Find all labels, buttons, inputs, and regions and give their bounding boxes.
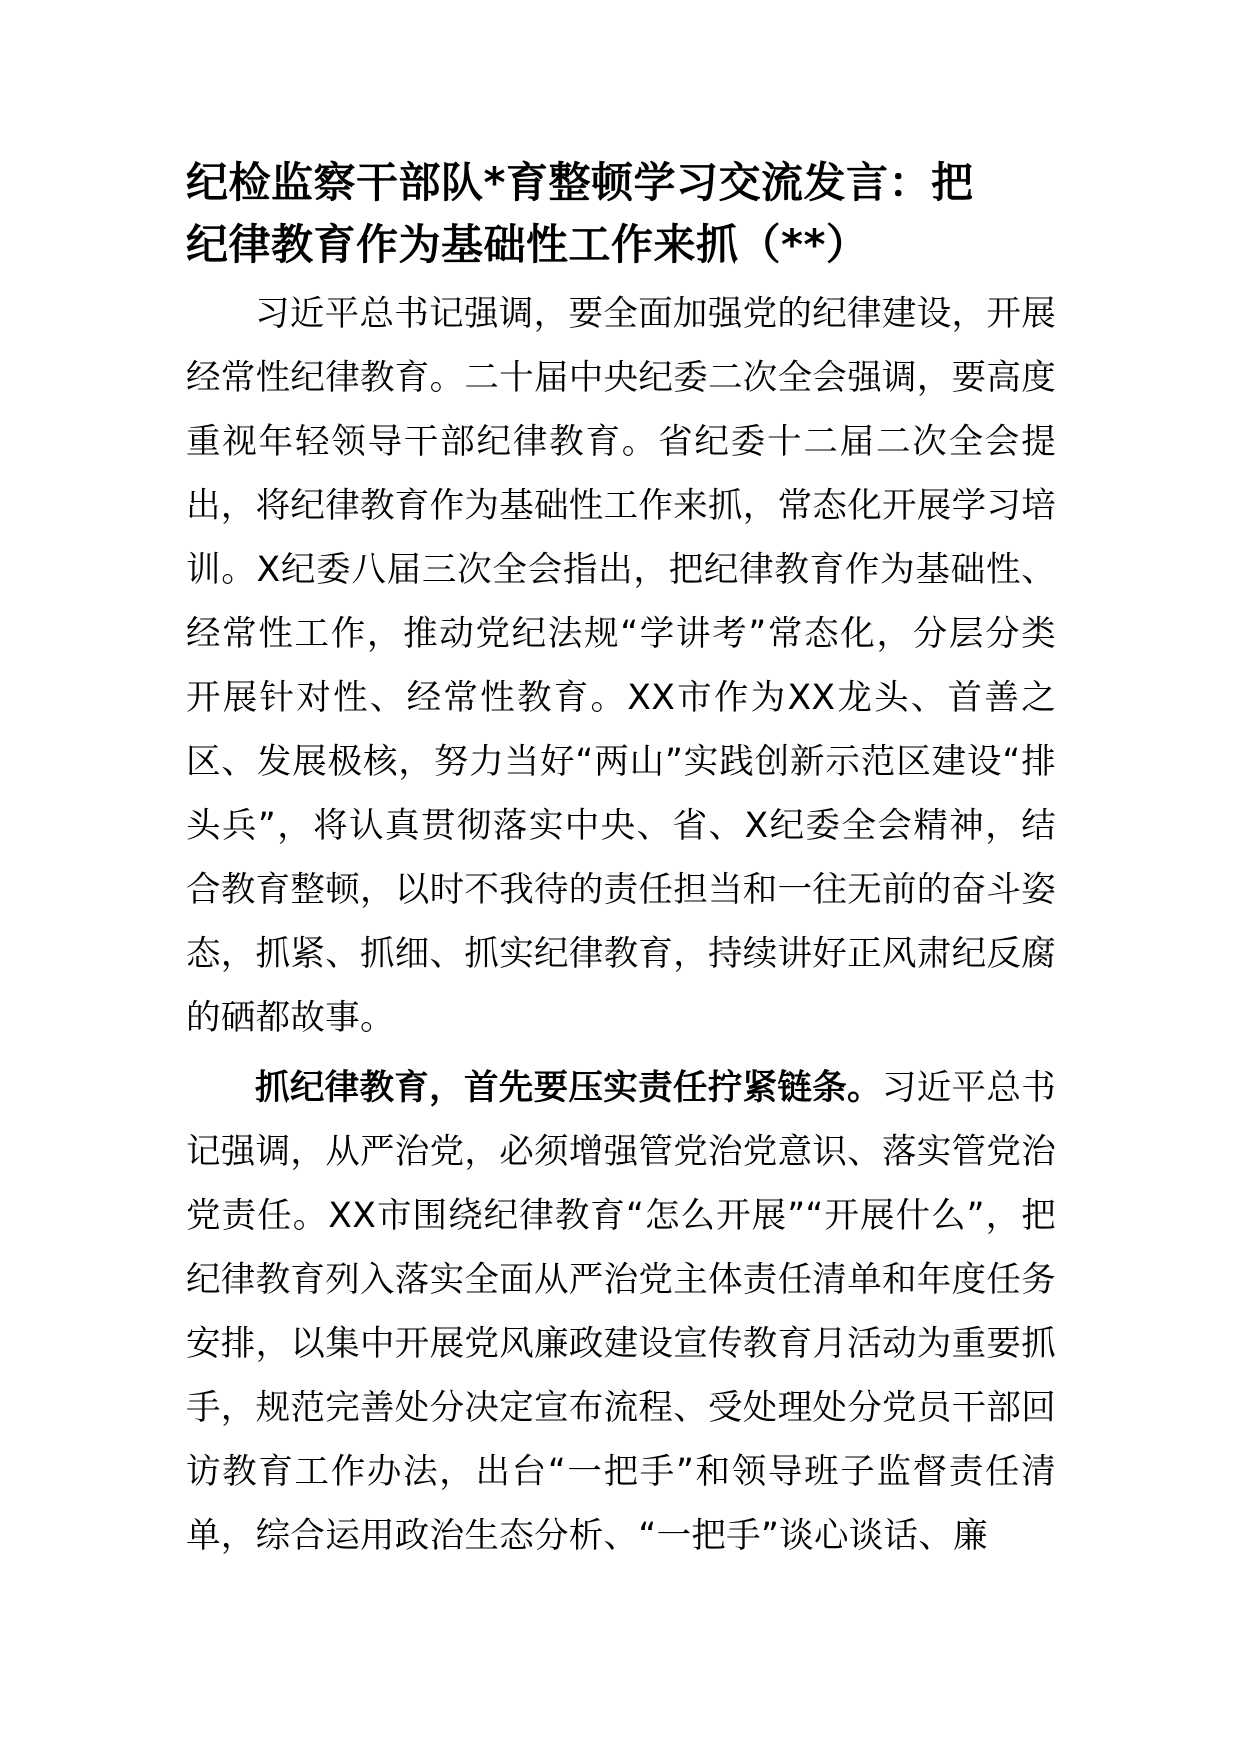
paragraph-lead-sentence: 抓纪律教育，首先要压实责任拧紧链条。 [255,1068,882,1108]
paragraph-responsibility [186,1056,1056,1568]
document-page [186,152,1056,1568]
title-line-1: 纪检监察干部队*育整顿学习交流发言：把 [186,158,974,207]
paragraph-intro [186,282,1056,1050]
paragraph-responsibility-text: 习近平总书记强调，从严治党，必须增强管党治党意识、落实管党治党责任。XX市围绕纪律教育“怎么开展”“开展什么”，把纪律教育列入落实全面从严治党主体责任清单和年度任务安排，以集中开展党风廉政建设宣传教育月活动为重要抓手，规范完善处分决定宣布流程、受处理处分党员干部回访教育工作办法，出台“一把手”和领导班子监督责任清单，综合运用政治生态分析、“一把手”谈心谈话、廉 [186,1068,1056,1556]
paragraph-intro-text: 习近平总书记强调，要全面加强党的纪律建设，开展经常性纪律教育。二十届中央纪委二次全会强调，要高度重视年轻领导干部纪律教育。省纪委十二届二次全会提出，将纪律教育作为基础性工作来抓，常态化开展学习培训。X纪委八届三次全会指出，把纪律教育作为基础性、经常性工作，推动党纪法规“学讲考”常态化，分层分类开展针对性、经常性教育。XX市作为XX龙头、首善之区、发展极核，努力当好“两山”实践创新示范区建设“排头兵”，将认真贯彻落实中央、省、X纪委全会精神，结合教育整顿，以时不我待的责任担当和一往无前的奋斗姿态，抓紧、抓细、抓实纪律教育，持续讲好正风肃纪反腐的硒都故事。 [186,294,1056,1038]
document-title [186,152,1056,276]
title-line-2: 纪律教育作为基础性工作来抓（**） [186,220,869,269]
